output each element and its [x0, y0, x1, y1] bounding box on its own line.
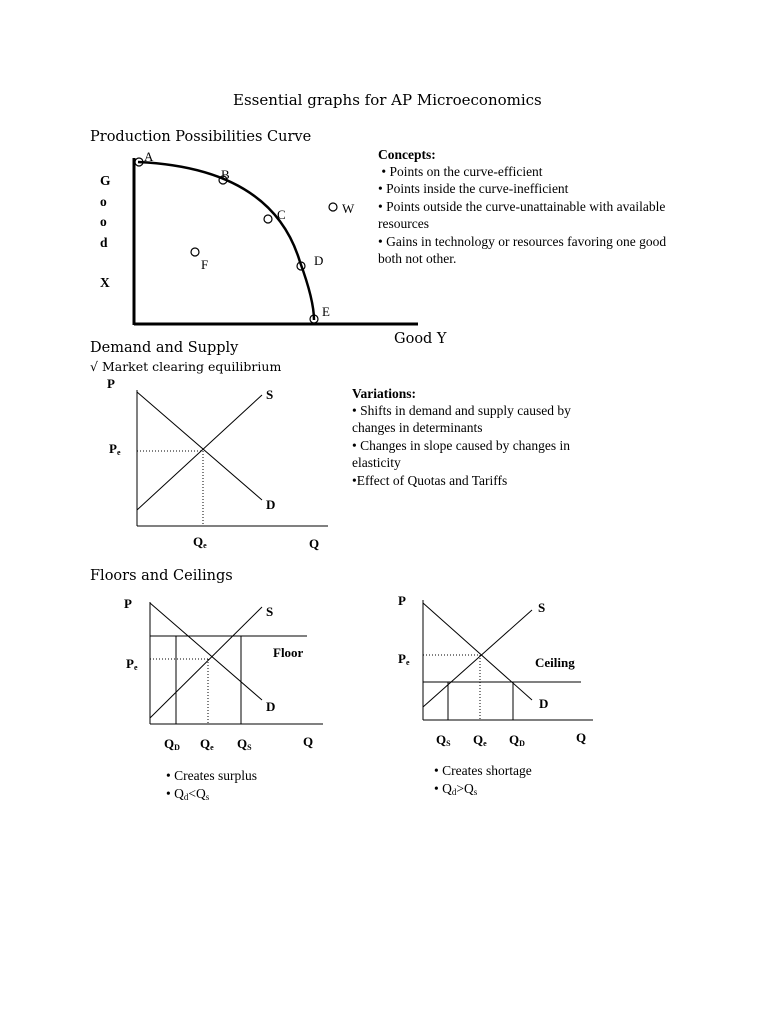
ds-demand-line	[137, 392, 262, 500]
ceiling-qe-sub: e	[483, 739, 487, 748]
ppc-point-f-label: F	[201, 257, 209, 272]
ds-qe-text: Q	[193, 534, 204, 549]
floor-qe-sub: e	[210, 743, 214, 752]
ceiling-qs-sub: S	[446, 739, 451, 748]
floor-note-surplus: • Creates surplus	[166, 768, 257, 783]
ds-qe-sub: e	[203, 541, 207, 550]
ceiling-pe-label	[398, 651, 410, 667]
variations-list	[352, 402, 612, 489]
floor-s-label: S	[266, 604, 274, 619]
floor-pe-text: P	[126, 656, 134, 671]
ppc-y-axis-x: X	[100, 275, 110, 290]
floor-qs-text: Q	[237, 736, 248, 751]
ceiling-s-label: S	[538, 600, 546, 615]
ds-graph	[137, 390, 328, 526]
ds-s-label: S	[266, 387, 274, 402]
ceiling-pe-sub: e	[405, 658, 410, 667]
ppc-y-axis-label	[100, 171, 111, 253]
ceiling-line-label: Ceiling	[535, 655, 575, 670]
ds-pe-sub: e	[116, 448, 121, 457]
page-title: Essential graphs for AP Microeconomics	[233, 91, 542, 109]
concepts-list	[378, 163, 668, 267]
concept-item: • Points on the curve-efficient	[378, 164, 543, 179]
ceiling-note-shortage: • Creates shortage	[434, 763, 532, 778]
floor-qd-sub: D	[174, 743, 180, 752]
floor-d-label: D	[266, 699, 276, 714]
ceiling-qd-sub: D	[519, 739, 525, 748]
variations-title: Variations:	[352, 386, 417, 401]
ceiling-note-q1: • Q	[434, 781, 452, 796]
ppc-point-f-marker	[191, 248, 199, 256]
ceiling-note-sub1: d	[451, 787, 457, 797]
ds-pe-text: P	[109, 441, 117, 456]
floor-qe-text: Q	[200, 736, 211, 751]
ppc-point-c-marker	[264, 215, 272, 223]
ds-supply-line	[137, 395, 262, 510]
floor-qs-label	[237, 736, 252, 752]
floor-qe-label	[200, 736, 214, 752]
floor-demand-line	[150, 603, 262, 700]
variation-item: • Shifts in demand and supply caused by changes in determinants	[352, 403, 571, 436]
ceiling-d-label: D	[539, 696, 549, 711]
ppc-y-letter: o	[100, 214, 107, 229]
concepts-title: Concepts:	[378, 147, 436, 162]
ds-heading: Demand and Supply	[90, 340, 239, 356]
variation-item: • Changes in slope caused by changes in elasticity	[352, 437, 571, 471]
ds-p-label: P	[107, 376, 115, 391]
floor-note-q1: • Q	[166, 786, 184, 801]
ceiling-qs-text: Q	[436, 732, 447, 747]
ceiling-note-qd-qs	[434, 780, 477, 801]
floor-note-sub2: s	[205, 792, 210, 802]
fc-heading: Floors and Ceilings	[90, 568, 233, 584]
floor-note-mid: <Q	[188, 786, 206, 801]
ds-qe-label	[193, 534, 207, 550]
floor-line-label: Floor	[273, 645, 304, 660]
ceiling-qe-text: Q	[473, 732, 484, 747]
floor-note-sub1: d	[183, 792, 189, 802]
ceiling-q-label: Q	[576, 730, 587, 745]
floor-pe-sub: e	[133, 663, 138, 672]
floor-supply-line	[150, 607, 262, 718]
ppc-x-axis-label: Good Y	[394, 331, 447, 347]
ppc-point-b-label: B	[221, 167, 230, 182]
ds-subheading: √ Market clearing equilibrium	[90, 359, 282, 374]
floor-qs-sub: S	[247, 743, 252, 752]
ppc-y-letter: d	[100, 234, 108, 250]
ppc-point-w-label: W	[342, 201, 355, 216]
ppc-point-w-marker	[329, 203, 337, 211]
ceiling-demand-line	[423, 603, 532, 700]
ceiling-note-mid: >Q	[456, 781, 474, 796]
ceiling-supply-line	[423, 610, 532, 707]
ppc-y-letter: o	[100, 193, 107, 209]
floor-qd-text: Q	[164, 736, 175, 751]
floor-graph	[150, 602, 323, 724]
concept-item: • Gains in technology or resources favoring one good both not other.	[378, 233, 667, 267]
ppc-point-e-label: E	[322, 304, 330, 319]
floor-qd-label	[164, 736, 180, 752]
ceiling-pe-text: P	[398, 651, 406, 666]
variation-item: •Effect of Quotas and Tariffs	[352, 472, 508, 488]
ceiling-qd-text: Q	[509, 732, 520, 747]
ppc-heading: Production Possibilities Curve	[90, 129, 312, 145]
concept-item: • Points inside the curve-inefficient	[378, 181, 569, 197]
concept-item: • Points outside the curve-unattainable with available resources	[378, 198, 666, 232]
ceiling-p-label: P	[398, 593, 406, 608]
ppc-curve	[138, 162, 314, 320]
ppc-point-d-label: D	[314, 253, 324, 268]
ds-q-label: Q	[309, 536, 320, 551]
ppc-y-letter: G	[100, 173, 111, 188]
ppc-point-a-label: A	[144, 149, 154, 164]
ds-d-label: D	[266, 497, 276, 512]
ppc-point-c-label: C	[277, 207, 286, 222]
floor-note-qd-qs	[166, 785, 209, 806]
floor-pe-label	[126, 656, 138, 672]
ceiling-qs-label	[436, 732, 451, 748]
floor-q-label: Q	[303, 734, 314, 749]
ceiling-qe-label	[473, 732, 487, 748]
ceiling-qd-label	[509, 732, 525, 748]
floor-p-label: P	[124, 596, 132, 611]
ds-pe-label	[109, 441, 121, 457]
ceiling-note-sub2: s	[473, 787, 478, 797]
